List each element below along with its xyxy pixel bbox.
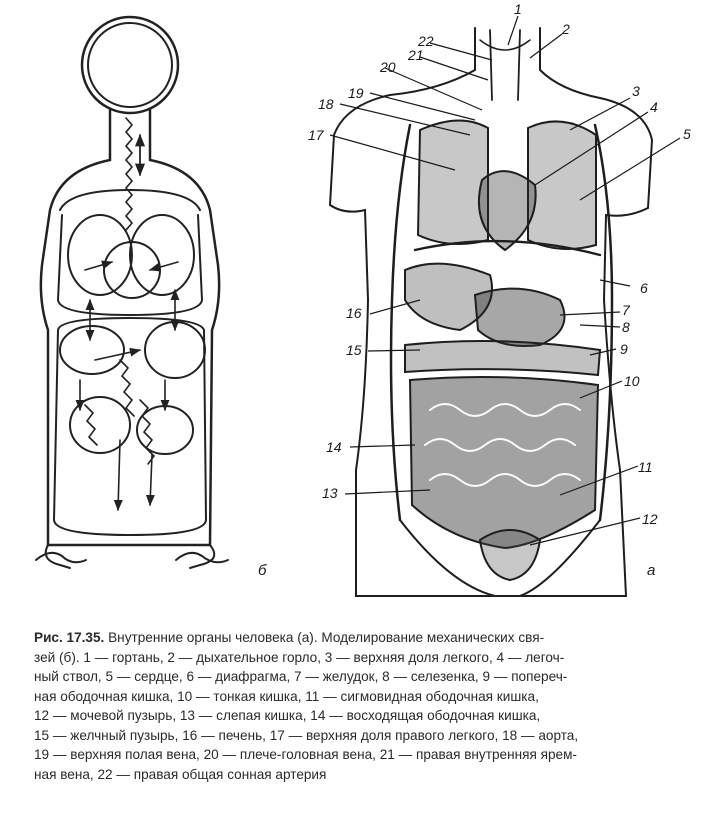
caption-line-1: Рис. 17.35. Внутренние органы человека (а). Моделирование механических свя-	[34, 630, 545, 645]
caption-line-3: ный ствол, 5 — сердце, 6 — диафрагма, 7 — желудок, 8 — селезенка, 9 — попереч-	[34, 669, 568, 684]
caption-title: Рис. 17.35.	[34, 630, 105, 645]
transverse-colon	[405, 341, 600, 375]
callout-14: 14	[326, 439, 342, 455]
caption-line-6: 15 — желчный пузырь, 16 — печень, 17 — верхняя доля правого легкого, 18 — аорта,	[34, 727, 579, 743]
caption-line-4: ная ободочная кишка, 10 — тонкая кишка, 11 — сигмовидная ободочная кишка,	[34, 688, 539, 704]
callout-17: 17	[308, 127, 324, 143]
callout-21: 21	[408, 47, 424, 63]
caption-line-7: 19 — верхняя полая вена, 20 — плече-головная вена, 21 — правая внутренняя ярем-	[34, 747, 577, 762]
small-intestine	[410, 377, 598, 548]
callout-20: 20	[380, 59, 396, 75]
callout-11: 11	[638, 459, 653, 475]
callout-6: 6	[640, 280, 648, 296]
callout-16: 16	[346, 305, 362, 321]
callout-15: 15	[346, 342, 362, 358]
right-lung	[418, 120, 488, 244]
callout-7: 7	[622, 302, 630, 318]
caption-line-8: ная вена, 22 — правая общая сонная артерия	[34, 766, 327, 782]
callout-9: 9	[620, 341, 628, 357]
panel-b-label: б	[258, 562, 267, 579]
callout-18: 18	[318, 96, 334, 112]
caption-line-5: 12 — мочевой пузырь, 13 — слепая кишка, 14 — восходящая ободочная кишка,	[34, 708, 541, 723]
bladder	[480, 530, 540, 580]
figure-caption	[34, 628, 694, 784]
callout-4: 4	[650, 99, 658, 115]
callout-22: 22	[418, 33, 434, 49]
stomach	[475, 289, 565, 346]
callout-8: 8	[622, 319, 630, 335]
callout-5: 5	[683, 126, 691, 142]
callout-12: 12	[642, 511, 658, 527]
mechanical-model-diagram	[36, 17, 228, 568]
callout-2: 2	[562, 21, 570, 37]
callout-10: 10	[624, 373, 640, 389]
model-head	[82, 17, 178, 113]
callout-1: 1	[514, 1, 522, 17]
left-lung	[528, 121, 596, 249]
callout-3: 3	[632, 83, 640, 99]
callout-13: 13	[322, 485, 338, 501]
panel-a-label: а	[647, 562, 656, 579]
callout-19: 19	[348, 85, 364, 101]
caption-line-2: зей (б). 1 — гортань, 2 — дыхательное горло, 3 — верхняя доля легкого, 4 — легоч-	[34, 649, 565, 665]
